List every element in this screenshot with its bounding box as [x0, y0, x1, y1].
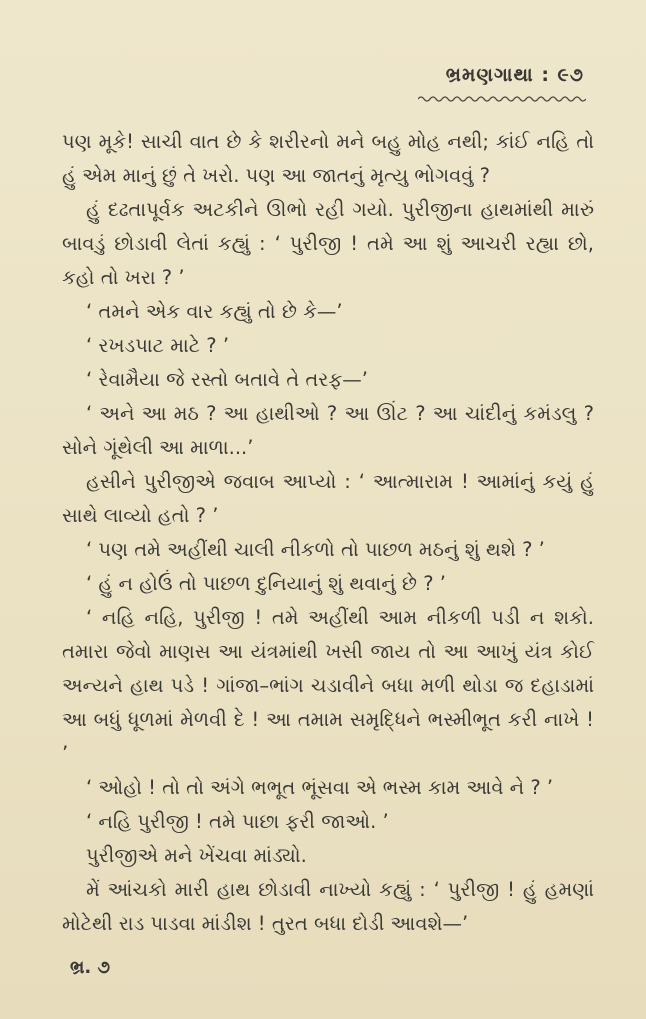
running-head-title: ભ્રમણગાથા : ૯૭: [445, 64, 584, 86]
paragraph-8: ‘ પણ તમે અહીંથી ચાલી નીકળો તો પાછળ મઠનું શું થશે ? ’: [86, 538, 545, 561]
decorative-wavy-rule: [418, 95, 586, 103]
body-text: [62, 125, 594, 941]
paragraph-9: ‘ હું ન હોઉં તો પાછળ દુનિયાનું શું થવાનું છે ? ’: [86, 572, 446, 595]
paragraph-13: પુરીજીએ મને ખેંચવા માંડ્યો.: [86, 844, 307, 867]
paragraph-3: ‘ તમને એક વાર કહ્યું તો છે કે—’: [86, 300, 343, 323]
paragraph-5: ‘ રેવામૈયા જે રસ્તો બતાવે તે તરફ—’: [86, 368, 368, 391]
paragraph-14: મેં આંચકો મારી હાથ છોડાવી નાખ્યો કહ્યું : ‘ પુરીજી ! હું હમણાં મોટેથી રાડ પાડવા માંડીશ ! તુરત બધા દોડી આવશે—’: [62, 878, 594, 935]
paragraph-4: ‘ રખડપાટ માટે ? ’: [86, 334, 230, 357]
paragraph-2: હું દઢતાપૂર્વક અટકીને ઊભો રહી ગયો. પુરીજીના હાથમાંથી મારું બાવડું છોડાવી લેતાં કહ્યું : ‘ પુરીજી ! તમે આ શું આચરી રહ્યા છો, કહો તો ખરા ? ’: [62, 198, 594, 289]
paragraph-7: હસીને પુરીજીએ જવાબ આપ્યો : ‘ આત્મારામ ! આમાંનું કયું હું સાથે લાવ્યો હતો ? ’: [62, 470, 594, 527]
paragraph-1: પણ મૂકે! સાચી વાત છે કે શરીરનો મને બહુ મોહ નથી; કાંઈ નહિ તો હું એમ માનું છું તે ખરો. પણ આ જાતનું મૃત્યુ ભોગવવું ?: [62, 130, 594, 187]
signature-mark: ભ્ર. ૭: [70, 957, 111, 978]
paragraph-10: ‘ નહિ નહિ, પુરીજી ! તમે અહીંથી આમ નીકળી પડી ન શકો. તમારા જેવો માણસ આ યંત્રમાંથી ખસી જાય તો આ આખું યંત્ર કોઈ અન્યને હાથ પડે ! ગાંજા–ભાંગ ચડાવીને બધા મળી થોડા જ દહાડામાં આ બધું ધૂળમાં મેળવી દે ! આ તમામ સમૃદ્ધિને ભસ્મીભૂત કરી નાખે ! ’: [62, 606, 594, 765]
paragraph-12: ‘ નહિ પુરીજી ! તમે પાછા ફરી જાઓ. ’: [86, 810, 389, 833]
paragraph-11: ‘ ઓહો ! તો તો અંગે ભભૂત ભૂંસવા એ ભસ્મ કામ આવે ને ? ’: [86, 776, 554, 799]
paragraph-6: ‘ અને આ મઠ ? આ હાથીઓ ? આ ઊંટ ? આ ચાંદીનું કમંડલુ ? સોને ગૂંથેલી આ માળા...’: [62, 402, 594, 459]
